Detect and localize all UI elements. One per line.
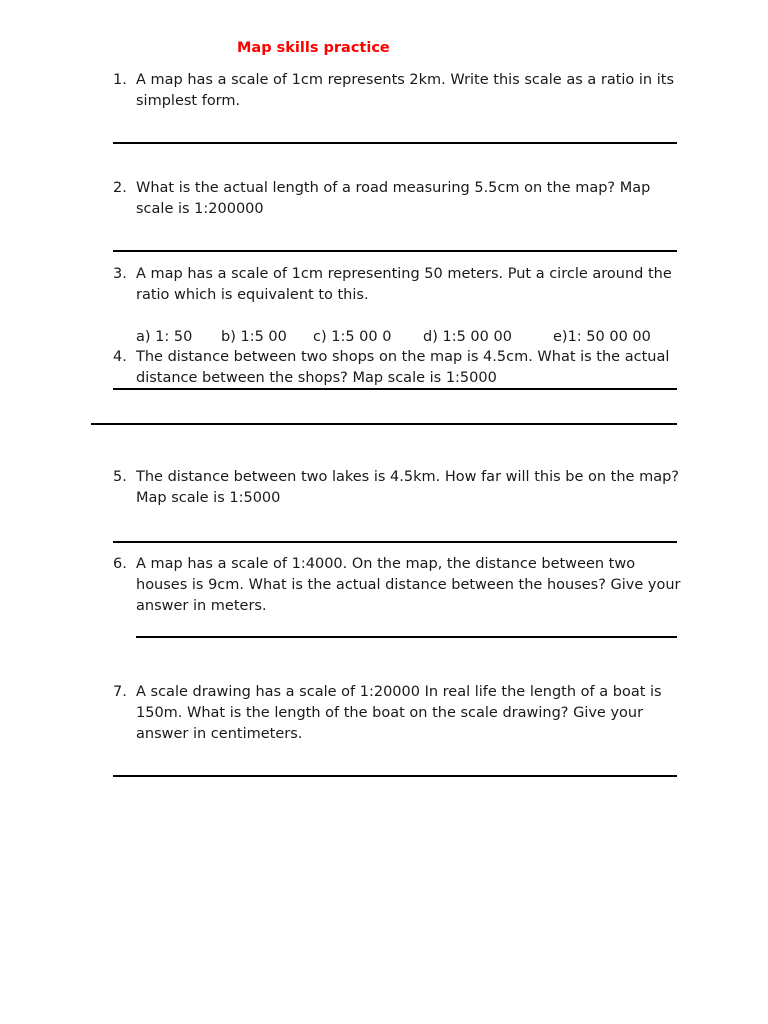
question-text: The distance between two lakes is 4.5km. How far will this be on the map? Map scale is 1:5000 — [136, 469, 679, 506]
question-text: A map has a scale of 1:4000. On the map, the distance between two houses is 9cm. What is the actual distance between the houses? Give your answer in meters. — [136, 556, 681, 614]
question-text: The distance between two shops on the map is 4.5cm. What is the actual distance between the shops? Map scale is 1:5000 — [136, 349, 670, 386]
answer-line-4a[interactable] — [113, 388, 677, 390]
question-5 — [113, 467, 683, 509]
question-text: A map has a scale of 1cm representing 50 meters. Put a circle around the ratio which is equivalent to this. — [136, 266, 672, 303]
option-b[interactable]: b) 1:5 00 — [221, 329, 287, 345]
question-2 — [113, 178, 683, 220]
question-number: 3. — [113, 266, 127, 282]
question-7 — [113, 682, 683, 745]
question-number: 6. — [113, 556, 127, 572]
question-number: 5. — [113, 469, 127, 485]
question-text: A scale drawing has a scale of 1:20000 In real life the length of a boat is 150m. What is the length of the boat on the scale drawing? Give your answer in centimeters. — [136, 684, 662, 742]
question-text: What is the actual length of a road measuring 5.5cm on the map? Map scale is 1:200000 — [136, 180, 651, 217]
answer-line-5[interactable] — [113, 541, 677, 543]
question-1 — [113, 70, 683, 112]
question-number: 2. — [113, 180, 127, 196]
answer-line-1[interactable] — [113, 142, 677, 144]
option-d[interactable]: d) 1:5 00 00 — [423, 329, 512, 345]
answer-line-7[interactable] — [113, 775, 677, 777]
answer-line-2[interactable] — [113, 250, 677, 252]
answer-line-6[interactable] — [136, 636, 677, 638]
answer-line-4b[interactable] — [91, 423, 677, 425]
question-text: A map has a scale of 1cm represents 2km. Write this scale as a ratio in its simplest form. — [136, 72, 674, 109]
question-3 — [113, 264, 683, 306]
question-number: 7. — [113, 684, 127, 700]
option-c[interactable]: c) 1:5 00 0 — [313, 329, 392, 345]
question-number: 1. — [113, 72, 127, 88]
option-e[interactable]: e)1: 50 00 00 — [553, 329, 651, 345]
question-4 — [113, 347, 683, 389]
question-6 — [113, 554, 683, 617]
question-number: 4. — [113, 349, 127, 365]
option-a[interactable]: a) 1: 50 — [136, 329, 193, 345]
worksheet-title: Map skills practice — [237, 40, 390, 56]
